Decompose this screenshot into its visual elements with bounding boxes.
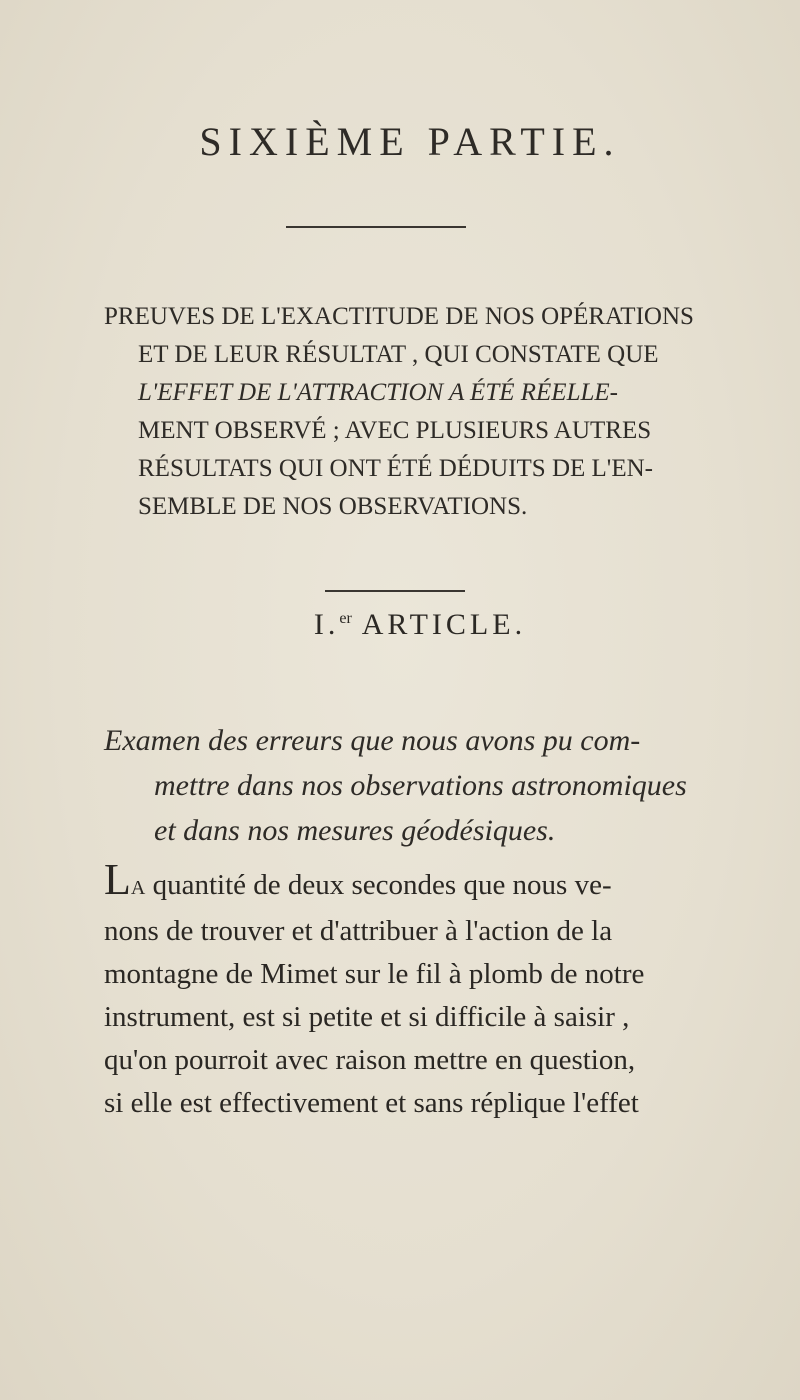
article-title (0, 608, 800, 642)
first-line-text: quantité de deux secondes que nous ve- (145, 869, 612, 901)
drop-cap: L (104, 855, 131, 904)
summary-line: et dans nos mesures géodésiques. (154, 814, 556, 847)
body-line: qu'on pourroit avec raison mettre en question, (104, 1044, 636, 1076)
section-rule (325, 590, 465, 592)
article-superscript: er (339, 610, 352, 627)
body-line: nons de trouver et d'attribuer à l'action de la (104, 915, 613, 947)
heading-line: L'EFFET DE L'ATTRACTION A ÉTÉ RÉELLE- (138, 379, 618, 406)
article-summary (104, 718, 724, 853)
heading-line: ET DE LEUR RÉSULTAT , QUI CONSTATE QUE (138, 341, 659, 368)
part-title: SIXIÈME PARTIE. (199, 119, 621, 164)
heading-line: MENT OBSERVÉ ; AVEC PLUSIEURS AUTRES (138, 417, 652, 444)
summary-line: mettre dans nos observations astronomiques (154, 769, 687, 802)
body-line: instrument, est si petite et si difficile à saisir , (104, 1001, 630, 1033)
section-heading (104, 298, 704, 526)
heading-line: SEMBLE DE NOS OBSERVATIONS. (138, 493, 528, 520)
body-paragraph (104, 855, 724, 1125)
body-line: montagne de Mimet sur le fil à plomb de notre (104, 958, 645, 990)
drop-cap-rest: A (130, 877, 146, 899)
article-word: ARTICLE. (361, 608, 527, 641)
article-number: I. (313, 608, 340, 641)
heading-line: PREUVES DE L'EXACTITUDE DE NOS OPÉRATIONS (104, 303, 694, 330)
summary-line: Examen des erreurs que nous avons pu com- (104, 724, 641, 757)
body-line-first (104, 855, 724, 910)
body-line: si elle est effectivement et sans réplique l'effet (104, 1087, 639, 1119)
heading-line: RÉSULTATS QUI ONT ÉTÉ DÉDUITS DE L'EN- (138, 455, 653, 482)
title-rule (286, 226, 466, 228)
